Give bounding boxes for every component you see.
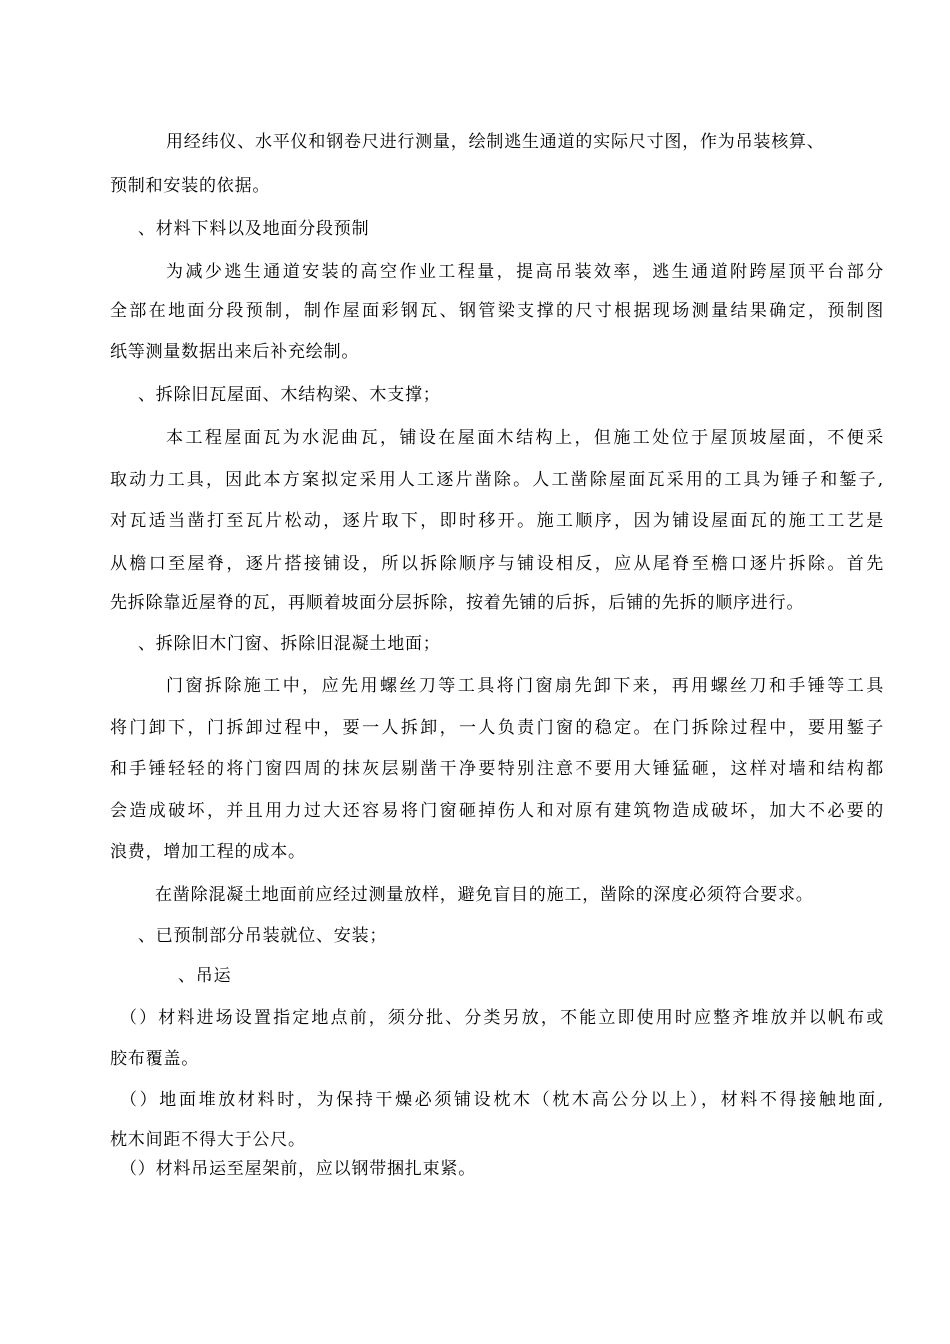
subsection-heading-lifting: 、吊运 — [178, 966, 232, 986]
paragraph-3-line-2: 取动力工具，因此本方案拟定采用人工逐片凿除。人工凿除屋面瓦采用的工具为锤子和錾子, — [110, 470, 884, 490]
paragraph-4-line-2: 将门卸下，门拆卸过程中，要一人拆卸，一人负责门窗的稳定。在门拆除过程中，要用錾子 — [110, 718, 884, 738]
paragraph-3-line-1: 本工程屋面瓦为水泥曲瓦，铺设在屋面木结构上，但施工处位于屋顶坡屋面，不便采 — [166, 428, 884, 448]
paragraph-4-line-1: 门窗拆除施工中，应先用螺丝刀等工具将门窗扇先卸下来，再用螺丝刀和手锤等工具 — [166, 676, 884, 696]
paragraph-5: 在凿除混凝土地面前应经过测量放样，避免盲目的施工，凿除的深度必须符合要求。 — [155, 885, 814, 905]
paragraph-3-line-3: 对瓦适当凿打至瓦片松动，逐片取下，即时移开。施工顺序，因为铺设屋面瓦的施工工艺是 — [110, 511, 884, 531]
list-item-3: （）材料吊运至屋架前，应以钢带捆扎束紧。 — [120, 1159, 476, 1179]
paragraph-2-line-1: 为减少逃生通道安装的高空作业工程量，提高吊装效率，逃生通道附跨屋顶平台部分 — [166, 262, 884, 282]
list-item-2-line-1: （）地面堆放材料时，为保持干燥必须铺设枕木（枕木高公分以上），材料不得接触地面, — [120, 1090, 884, 1110]
section-heading-remove-doors: 、拆除旧木门窗、拆除旧混凝土地面； — [138, 634, 441, 654]
paragraph-4-line-3: 和手锤轻轻的将门窗四周的抹灰层剔凿干净要特别注意不要用大锤猛砸，这样对墙和结构都 — [110, 759, 884, 779]
section-heading-remove-roof: 、拆除旧瓦屋面、木结构梁、木支撑； — [138, 385, 441, 405]
section-heading-hoisting-installation: 、已预制部分吊装就位、安装； — [138, 926, 388, 946]
paragraph-4-line-5: 浪费，增加工程的成本。 — [110, 842, 306, 862]
paragraph-3-line-5: 先拆除靠近屋脊的瓦，再顺着坡面分层拆除，按着先铺的后拆，后铺的先拆的顺序进行。 — [110, 593, 805, 613]
paragraph-4-line-4: 会造成破坏，并且用力过大还容易将门窗砸掉伤人和对原有建筑物造成破坏，加大不必要的 — [110, 801, 884, 821]
paragraph-2-line-2: 全部在地面分段预制，制作屋面彩钢瓦、钢管梁支撑的尺寸根据现场测量结果确定，预制图 — [110, 301, 884, 321]
list-item-2-line-2: 枕木间距不得大于公尺。 — [110, 1130, 306, 1150]
paragraph-3-line-4: 从檐口至屋脊，逐片搭接铺设，所以拆除顺序与铺设相反，应从尾脊至檐口逐片拆除。首先 — [110, 554, 884, 574]
section-heading-material-cutting: 、材料下料以及地面分段预制 — [138, 219, 370, 239]
list-item-1-line-1: （）材料进场设置指定地点前，须分批、分类另放，不能立即使用时应整齐堆放并以帆布或 — [120, 1008, 884, 1028]
paragraph-1-line-2: 预制和安装的依据。 — [110, 176, 271, 196]
paragraph-1-line-1: 用经纬仪、水平仪和钢卷尺进行测量，绘制逃生通道的实际尺寸图，作为吊装核算、 — [166, 132, 825, 152]
list-item-1-line-2: 胶布覆盖。 — [110, 1049, 199, 1069]
paragraph-2-line-3: 纸等测量数据出来后补充绘制。 — [110, 342, 360, 362]
